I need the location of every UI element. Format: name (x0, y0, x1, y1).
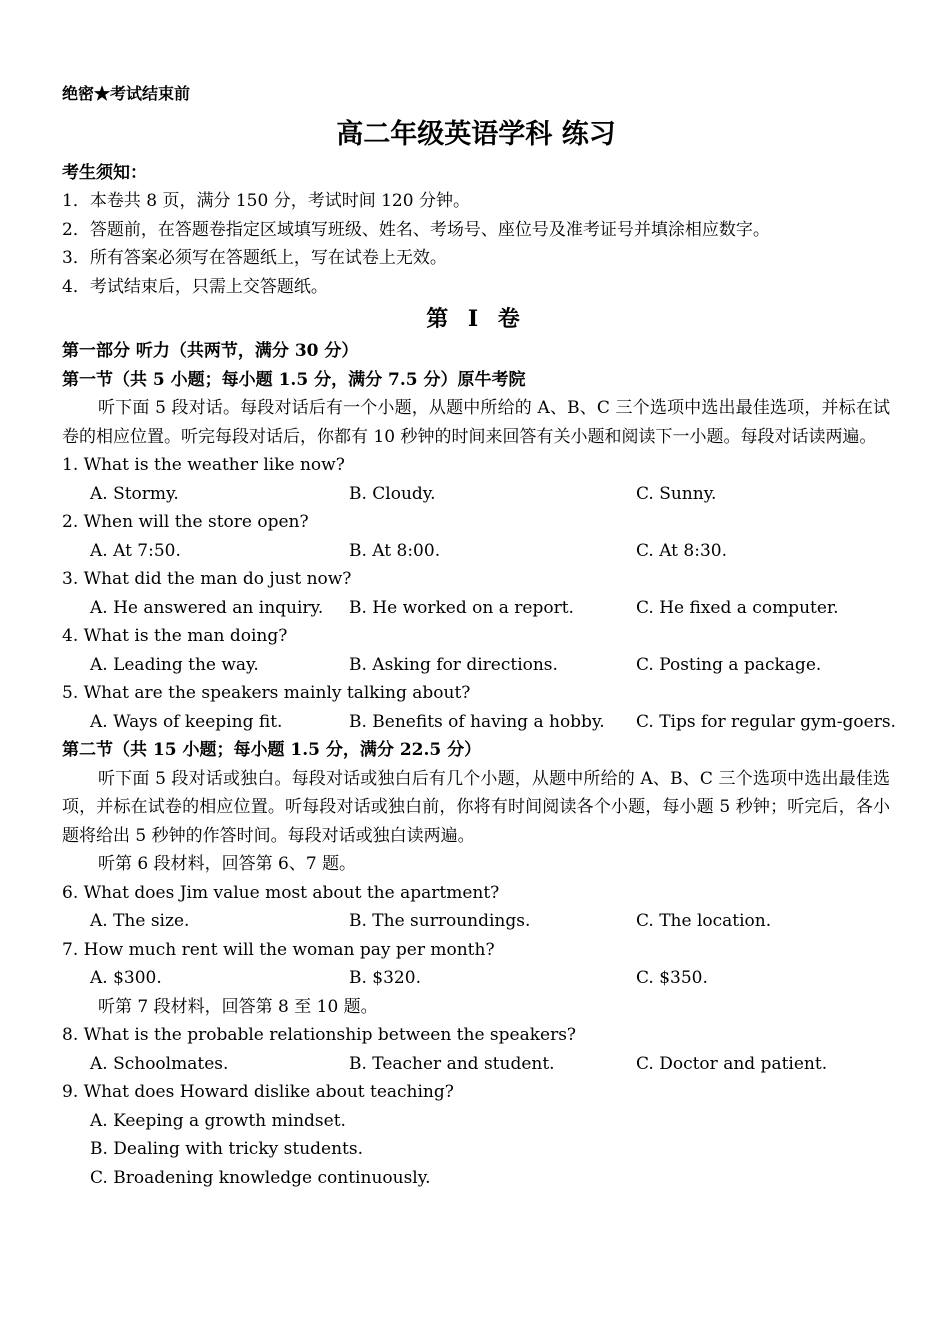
option-a: A. Leading the way. (90, 654, 259, 675)
question-5-options (62, 708, 896, 737)
section2-instructions: 听下面 5 段对话或独白。每段对话或独白后有几个小题，从题中所给的 A、B、C 三个选项中选出最佳选项，并标在试卷的相应位置。听每段对话或独白前，你将有时间阅读各个小题，每小题 5 秒钟；听完后，各小题将给出 5 秒钟的作答时间。每段对话或独白读两遍。 (62, 768, 890, 846)
option-a: A. $300. (90, 968, 162, 988)
option-a: A. The size. (90, 911, 190, 931)
option-c: C. $350. (636, 968, 708, 988)
question-4: 4. What is the man doing? (62, 626, 288, 646)
confidential-label: 绝密★考试结束前 (62, 84, 191, 103)
option-b: B. Teacher and student. (349, 1053, 555, 1074)
option-a: A. Ways of keeping fit. (90, 711, 283, 732)
question-3-options (62, 594, 890, 623)
option-b: B. Cloudy. (349, 483, 436, 504)
question-1-options (62, 480, 890, 509)
notice-item-4: 4．考试结束后，只需上交答题纸。 (62, 276, 328, 297)
question-9: 9. What does Howard dislike about teaching? (62, 1082, 454, 1102)
option-b: B. At 8:00. (349, 540, 441, 561)
section1-heading: 第一节（共 5 小题；每小题 1.5 分，满分 7.5 分）原牛考院 (62, 369, 526, 390)
option-a: A. At 7:50. (90, 540, 181, 561)
option-c: C. He fixed a computer. (636, 597, 839, 618)
option-c: C. At 8:30. (636, 540, 728, 561)
question-3: 3. What did the man do just now? (62, 569, 352, 589)
question-2: 2. When will the store open? (62, 512, 309, 532)
option-b: B. The surroundings. (349, 911, 531, 931)
option-b: B. $320. (349, 968, 421, 988)
question-7: 7. How much rent will the woman pay per month? (62, 939, 495, 960)
question-8-options (62, 1050, 890, 1079)
notice-item-2: 2．答题前，在答题卷指定区域填写班级、姓名、考场号、座位号及准考证号并填涂相应数字。 (62, 219, 770, 240)
page-title: 高二年级英语学科 练习 (336, 118, 616, 150)
option-a: A. Schoolmates. (90, 1053, 229, 1074)
material-7-label: 听第 7 段材料，回答第 8 至 10 题。 (98, 996, 378, 1017)
option-b: B. Benefits of having a hobby. (349, 711, 605, 732)
notice-item-3: 3．所有答案必须写在答题纸上，写在试卷上无效。 (62, 248, 447, 268)
question-8: 8. What is the probable relationship between the speakers? (62, 1025, 577, 1045)
option-c: C. Sunny. (636, 483, 717, 504)
option-c: C. Doctor and patient. (636, 1053, 828, 1074)
option-a: A. He answered an inquiry. (90, 597, 324, 618)
exam-page (62, 80, 896, 1192)
question-6: 6. What does Jim value most about the apartment? (62, 882, 500, 903)
volume-heading: 第 I 卷 (426, 306, 526, 332)
option-a: A. Stormy. (90, 483, 179, 504)
option-b: B. He worked on a report. (349, 597, 574, 618)
option-c: C. The location. (636, 911, 772, 931)
question-2-options (62, 537, 890, 566)
option-a: A. Keeping a growth mindset. (90, 1110, 346, 1131)
notice-item-1: 1．本卷共 8 页，满分 150 分，考试时间 120 分钟。 (62, 191, 470, 211)
question-5: 5. What are the speakers mainly talking about? (62, 683, 471, 703)
option-b: B. Asking for directions. (349, 654, 558, 675)
question-6-options (62, 907, 890, 936)
option-c: C. Tips for regular gym-goers. (636, 711, 896, 732)
section1-instructions: 听下面 5 段对话。每段对话后有一个小题，从题中所给的 A、B、C 三个选项中选出最佳选项，并标在试卷的相应位置。听完每段对话后，你都有 10 秒钟的时间来回答有关小题和阅读下一小题。每段对话读两遍。 (62, 398, 890, 447)
question-7-options (62, 964, 890, 993)
option-c: C. Broadening knowledge continuously. (90, 1167, 431, 1188)
section2-heading: 第二节（共 15 小题；每小题 1.5 分，满分 22.5 分） (62, 740, 482, 760)
option-c: C. Posting a package. (636, 654, 822, 675)
material-6-label: 听第 6 段材料，回答第 6、7 题。 (98, 854, 357, 874)
option-b: B. Dealing with tricky students. (90, 1139, 363, 1159)
part1-heading: 第一部分 听力（共两节，满分 30 分） (62, 341, 359, 361)
question-4-options (62, 651, 890, 680)
notice-heading: 考生须知： (62, 162, 147, 183)
question-1: 1. What is the weather like now? (62, 455, 345, 475)
